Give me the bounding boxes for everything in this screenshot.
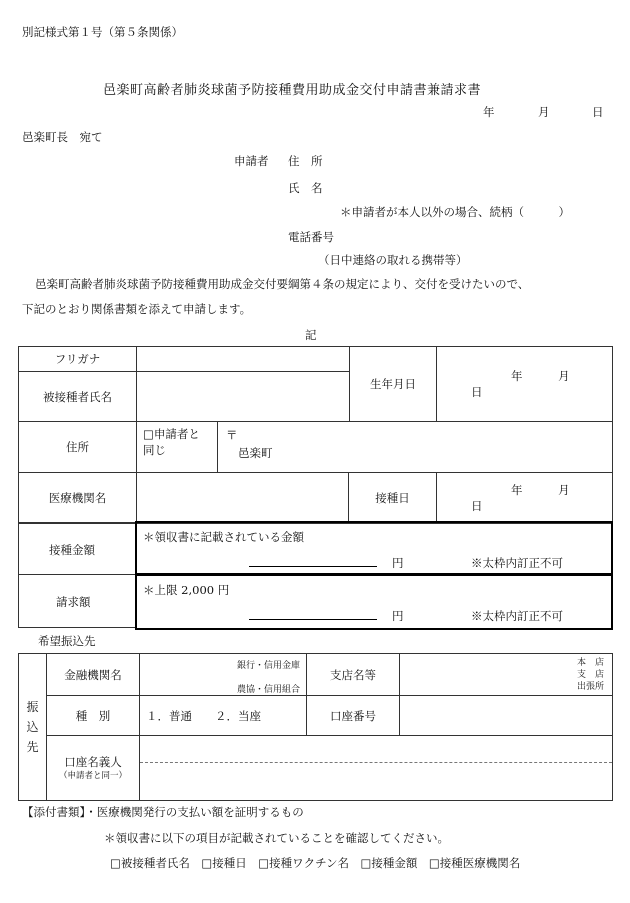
claim-note: ＊上限 2,000 円 [143, 583, 230, 597]
clinic-cell [137, 473, 437, 524]
same-as-applicant-checkbox[interactable]: □申請者と同じ [137, 422, 218, 472]
institution-label: 金融機関名 [47, 654, 140, 696]
vaccination-date-label: 接種日 [348, 473, 436, 523]
birth-day-label: 日 [471, 385, 483, 399]
addressee: 邑楽町長 宛て [22, 130, 103, 144]
branch-branch: 支 店 [576, 669, 604, 680]
holder-kana-row[interactable] [140, 736, 612, 763]
application-table [18, 346, 613, 524]
clinic-input[interactable] [137, 473, 348, 523]
account-type-label: 種 別 [47, 696, 140, 736]
attachments-label: 【添付書類】 [22, 805, 86, 819]
phone-note: （日中連絡の取れる携帯等） [318, 253, 468, 267]
form-number: 別記様式第１号（第５条関係） [22, 25, 183, 39]
branch-input[interactable] [400, 654, 613, 696]
amount-underline[interactable] [249, 553, 377, 567]
date-month-label: 月 [538, 105, 550, 119]
birthdate-label: 生年月日 [350, 347, 437, 422]
account-number-label: 口座番号 [307, 696, 400, 736]
applicant-address-label: 住 所 [288, 154, 323, 168]
claim-no-correction: ※太枠内訂正不可 [471, 609, 563, 623]
attachments-item1: ・医療機関発行の支払い額を証明するもの [85, 805, 304, 819]
confirm-note: ＊領収書に以下の項目が記載されていることを確認してください。 [104, 831, 449, 845]
holder-label-cell [47, 736, 140, 801]
bank-types-2: 農協・信用組合 [236, 685, 300, 695]
furigana-input[interactable] [137, 347, 350, 372]
vacc-day-label: 日 [471, 499, 483, 513]
bank-table [18, 653, 613, 801]
account-number-input[interactable] [400, 696, 613, 736]
applicant-name-label: 氏 名 [288, 181, 323, 195]
date-day-label: 日 [592, 105, 604, 119]
claim-label: 請求額 [56, 595, 91, 609]
holder-name-row[interactable] [140, 763, 612, 800]
address-cell [137, 422, 613, 473]
holder-note: （申請者と同一） [58, 771, 127, 781]
phone-label: 電話番号 [288, 230, 334, 244]
bank-side-label: 振込先 [19, 654, 47, 801]
birth-year-label: 年 [511, 369, 523, 383]
vacc-year-label: 年 [511, 483, 523, 497]
address-label: 住所 [19, 422, 137, 473]
claim-box[interactable] [135, 574, 613, 630]
amount-divider [18, 574, 136, 575]
birth-month-label: 月 [558, 369, 570, 383]
amount-note: ＊領収書に記載されている金額 [143, 530, 304, 544]
ki-label: 記 [305, 328, 317, 342]
amount-box[interactable] [135, 521, 613, 575]
applicant-label: 申請者 [234, 154, 269, 168]
patient-name-input[interactable] [137, 372, 350, 422]
holder-label: 口座名義人 [64, 755, 122, 769]
body-text-line2: 下記のとおり関係書類を添えて申請します。 [22, 302, 252, 316]
bank-types-1: 銀行・信用金庫 [236, 661, 300, 671]
birthdate-input[interactable] [437, 347, 613, 422]
page-title: 邑楽町高齢者肺炎球菌予防接種費用助成金交付申請書兼請求書 [103, 83, 482, 98]
postal-mark: 〒 [226, 428, 238, 442]
account-type-options[interactable]: １．普通 ２．当座 [140, 696, 307, 736]
body-text-line1: 邑楽町高齢者肺炎球菌予防接種費用助成金交付要綱第４条の規定により、交付を受けたいので、 [35, 277, 530, 291]
amount-no-correction: ※太枠内訂正不可 [471, 556, 563, 570]
clinic-label: 医療機関名 [19, 473, 137, 524]
claim-underline[interactable] [249, 606, 377, 620]
address-input[interactable] [218, 422, 281, 472]
furigana-label: フリガナ [19, 347, 137, 372]
amount-yen: 円 [392, 556, 404, 570]
town-name: 邑楽町 [238, 446, 273, 460]
amount-label-column [18, 522, 137, 628]
patient-name-label: 被接種者氏名 [19, 372, 137, 422]
holder-input[interactable] [140, 736, 613, 801]
claim-yen: 円 [392, 609, 404, 623]
receipt-checklist[interactable]: □被接種者氏名 □接種日 □接種ワクチン名 □接種金額 □接種医療機関名 [110, 856, 521, 870]
branch-label: 支店名等 [307, 654, 400, 696]
vacc-month-label: 月 [558, 483, 570, 497]
date-year-label: 年 [483, 105, 495, 119]
bank-section-title: 希望振込先 [38, 634, 96, 648]
attachments-line [22, 804, 304, 820]
branch-main: 本 店 [576, 657, 604, 668]
branch-office: 出張所 [576, 681, 604, 692]
institution-input[interactable] [140, 654, 307, 696]
amount-label: 接種金額 [49, 543, 95, 557]
relation-note: ＊申請者が本人以外の場合、続柄（ ） [340, 205, 570, 219]
vaccination-date-input[interactable] [437, 473, 613, 524]
